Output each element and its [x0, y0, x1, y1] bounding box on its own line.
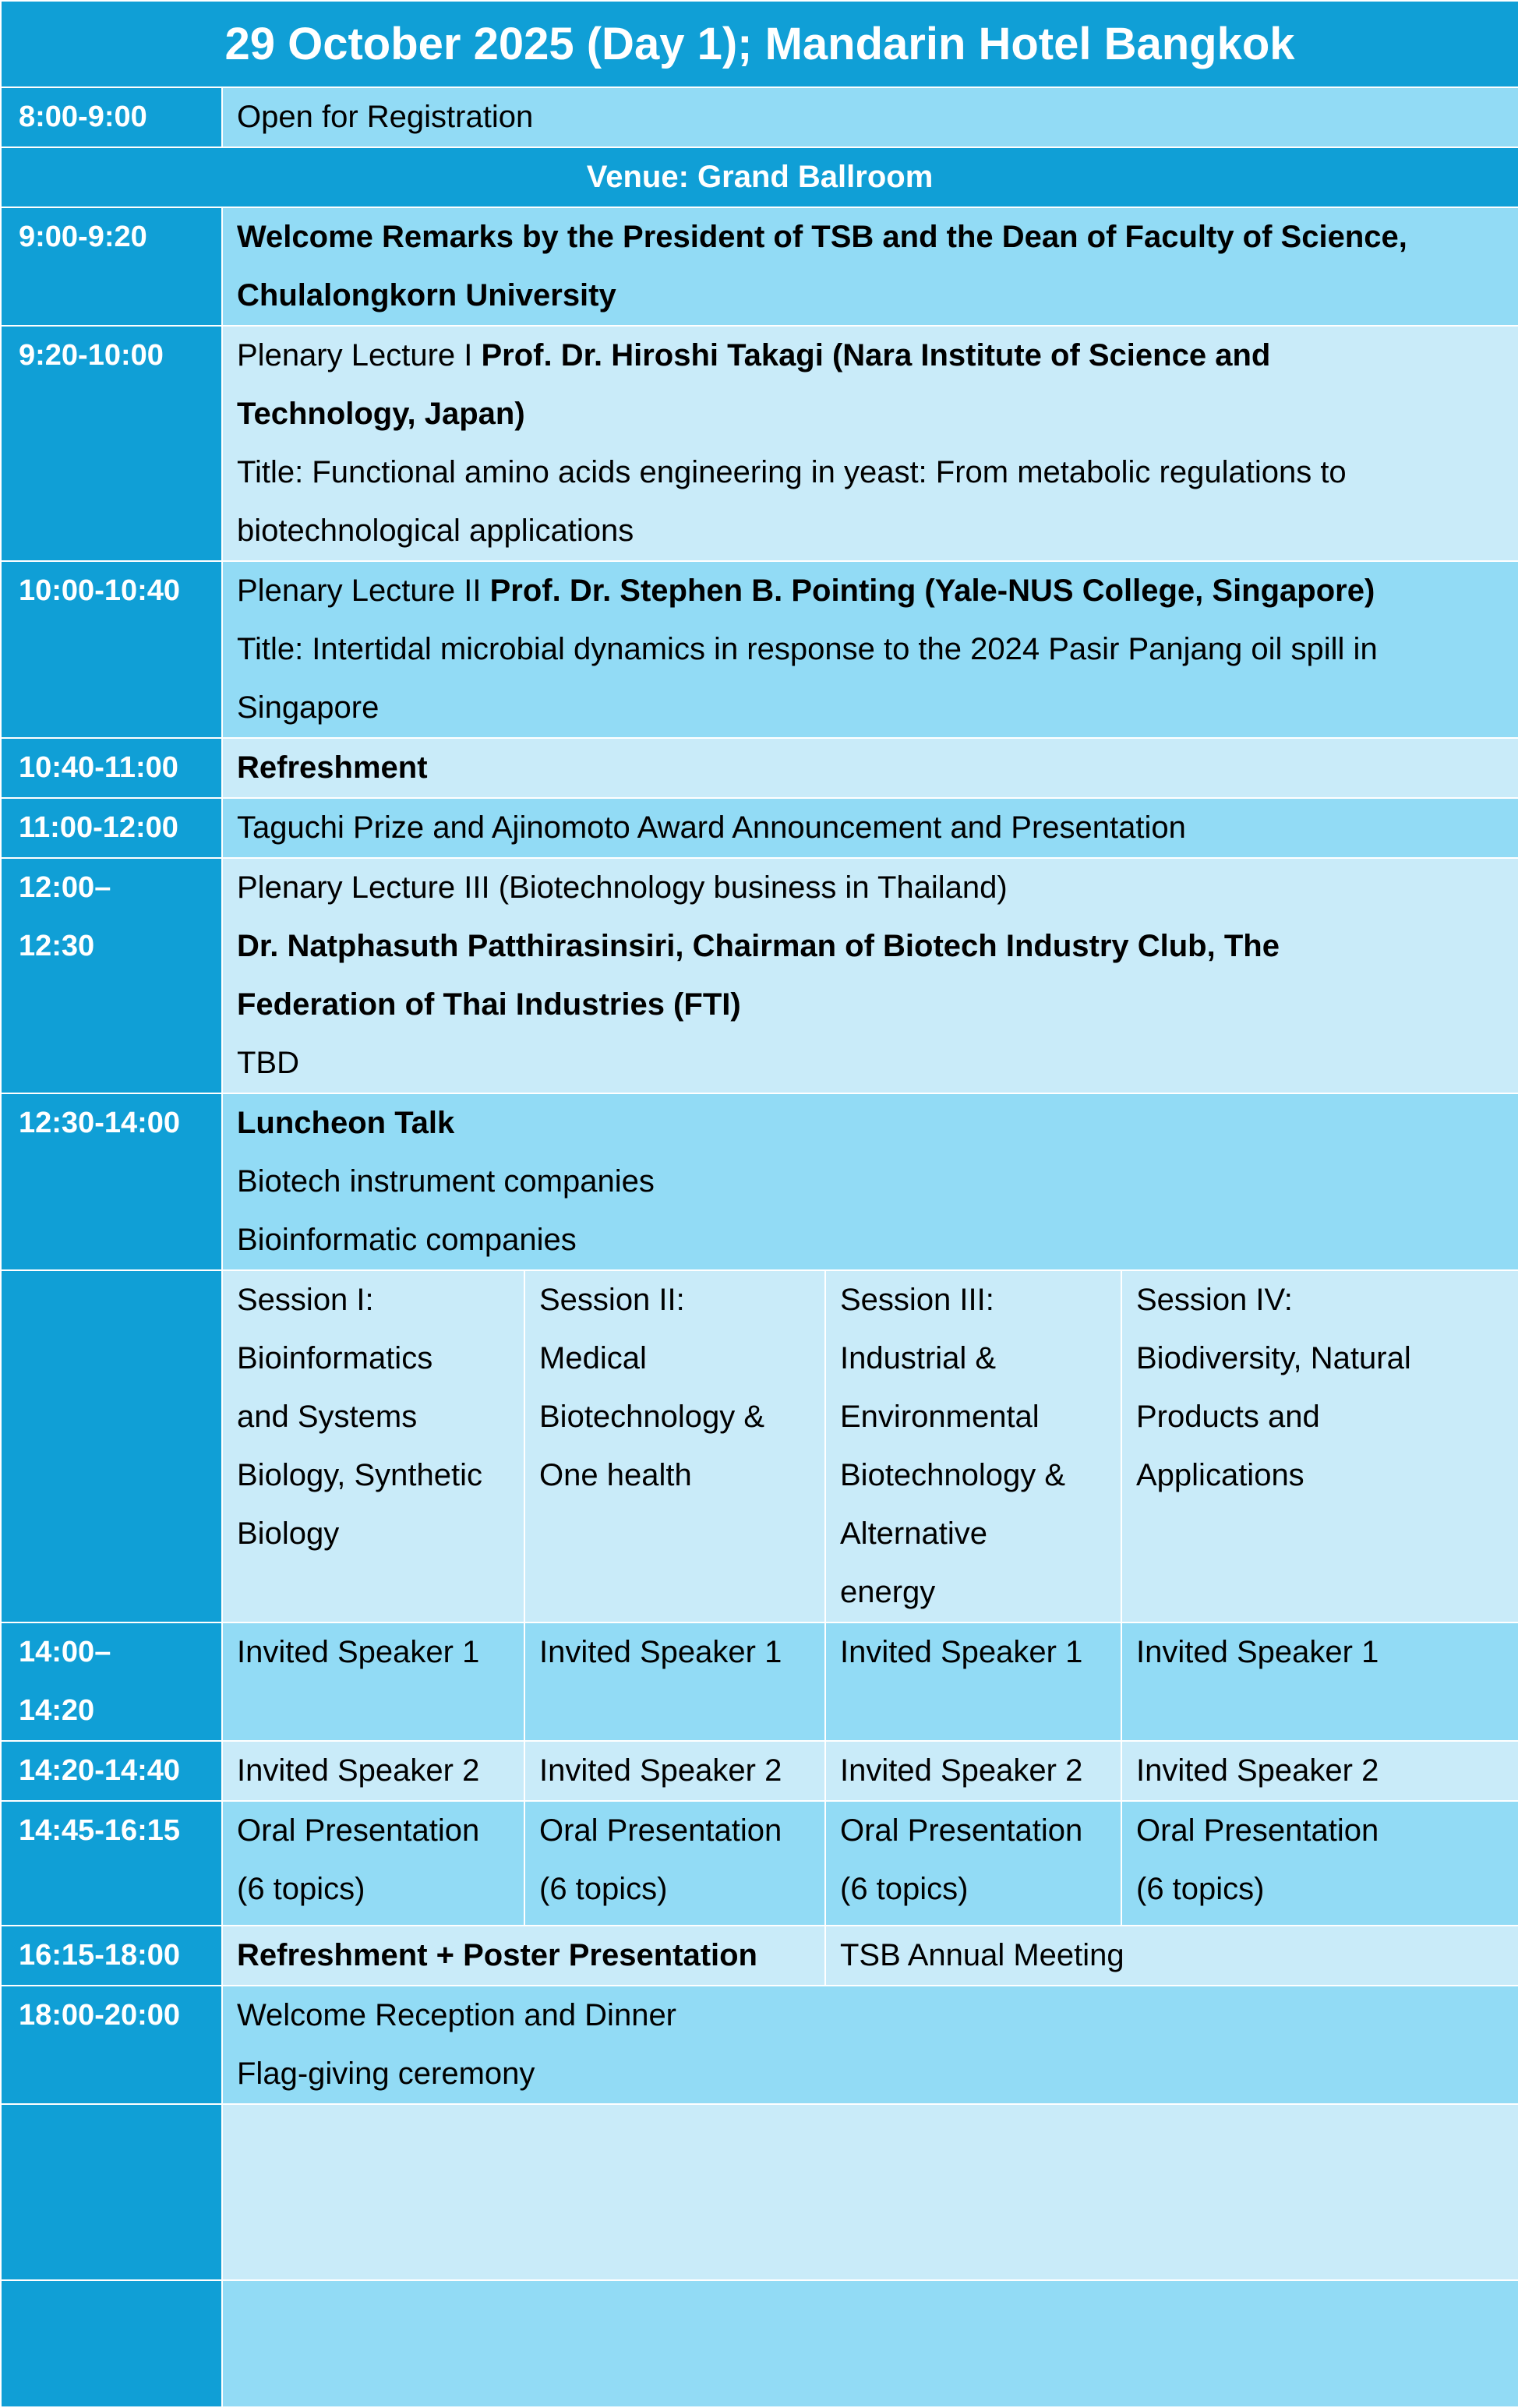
plenary-speaker-line [237, 562, 1504, 620]
plenary-speaker-line [237, 327, 1504, 385]
prize-cell: Taguchi Prize and Ajinomoto Award Announcement and Presentation [222, 798, 1518, 858]
plenary-title-line: TBD [237, 1046, 299, 1080]
luncheon-heading: Luncheon Talk [237, 1106, 455, 1140]
session-line: Session I: [237, 1283, 374, 1317]
dinner-cell [222, 1986, 1518, 2104]
empty-cell [222, 2104, 1518, 2280]
session-line: Products and [1136, 1400, 1320, 1434]
time-cell: 10:00-10:40 [1, 561, 222, 738]
time-cell [1, 858, 222, 1093]
oral-presentation-cell [524, 1801, 825, 1926]
session-line: energy [840, 1575, 936, 1609]
session-header-cell [825, 1270, 1121, 1622]
session-line: Biotechnology & [539, 1400, 765, 1434]
time-cell: 18:00-20:00 [1, 1986, 222, 2104]
venue-banner: Venue: Grand Ballroom [1, 147, 1518, 207]
time-cell [1, 1270, 222, 1622]
oral-line: Oral Presentation [237, 1813, 480, 1848]
time-cell: 16:15-18:00 [1, 1926, 222, 1986]
plenary-title-line: biotechnological applications [237, 514, 634, 548]
oral-line: Oral Presentation [1136, 1813, 1379, 1848]
time-line: 14:20 [19, 1694, 95, 1727]
session-header-cell [222, 1270, 524, 1622]
plenary-title-line: Title: Functional amino acids engineering in yeast: From metabolic regulations to [237, 455, 1347, 489]
welcome-remarks-cell [222, 207, 1518, 326]
welcome-line: Welcome Remarks by the President of TSB and the Dean of Faculty of Science, [237, 220, 1407, 254]
session-header-cell [1121, 1270, 1518, 1622]
time-line: 14:00– [19, 1636, 111, 1668]
plenary-title-line: Singapore [237, 690, 380, 725]
session-line: Industrial & [840, 1341, 997, 1375]
oral-line: (6 topics) [539, 1872, 668, 1906]
invited-speaker-cell: Invited Speaker 1 [825, 1622, 1121, 1741]
session-line: Biology, Synthetic [237, 1458, 482, 1492]
time-cell: 11:00-12:00 [1, 798, 222, 858]
time-line: 12:30 [19, 930, 95, 962]
oral-presentation-cell [1121, 1801, 1518, 1926]
invited-speaker-cell: Invited Speaker 2 [524, 1741, 825, 1801]
luncheon-line: Bioinformatic companies [237, 1223, 577, 1257]
time-cell: 9:20-10:00 [1, 326, 222, 561]
annual-meeting-cell: TSB Annual Meeting [825, 1926, 1518, 1986]
session-header-cell [524, 1270, 825, 1622]
oral-line: Oral Presentation [539, 1813, 782, 1848]
registration-cell: Open for Registration [222, 87, 1518, 147]
invited-speaker-cell: Invited Speaker 1 [222, 1622, 524, 1741]
oral-line: (6 topics) [840, 1872, 969, 1906]
plenary-lecture-3-cell [222, 858, 1518, 1093]
time-cell: 10:40-11:00 [1, 738, 222, 798]
invited-speaker-cell: Invited Speaker 2 [1121, 1741, 1518, 1801]
invited-speaker-cell: Invited Speaker 1 [1121, 1622, 1518, 1741]
session-line: Biology [237, 1516, 340, 1551]
page-title: 29 October 2025 (Day 1); Mandarin Hotel Bangkok [1, 1, 1518, 87]
time-cell [1, 2104, 222, 2280]
time-cell: 14:20-14:40 [1, 1741, 222, 1801]
plenary-speaker: Prof. Dr. Stephen B. Pointing (Yale-NUS College, Singapore) [489, 574, 1375, 608]
plenary-speaker: Prof. Dr. Hiroshi Takagi (Nara Institute of Science and [481, 338, 1271, 372]
session-line: Bioinformatics [237, 1341, 433, 1375]
time-cell: 9:00-9:20 [1, 207, 222, 326]
session-line: Applications [1136, 1458, 1304, 1492]
plenary-speaker-line: Dr. Natphasuth Patthirasinsiri, Chairman of Biotech Industry Club, The [237, 929, 1280, 963]
oral-line: Oral Presentation [840, 1813, 1083, 1848]
plenary-lecture-2-cell [222, 561, 1518, 738]
time-cell: 14:45-16:15 [1, 1801, 222, 1926]
oral-line: (6 topics) [1136, 1872, 1265, 1906]
plenary-speaker-line: Federation of Thai Industries (FTI) [237, 987, 741, 1022]
session-line: One health [539, 1458, 692, 1492]
plenary-prefix: Plenary Lecture II [237, 574, 490, 608]
time-cell [1, 1622, 222, 1741]
oral-line: (6 topics) [237, 1872, 365, 1906]
invited-speaker-cell: Invited Speaker 2 [825, 1741, 1121, 1801]
dinner-line: Welcome Reception and Dinner [237, 1998, 677, 2032]
time-line: 12:00– [19, 871, 111, 904]
luncheon-line: Biotech instrument companies [237, 1164, 655, 1199]
plenary-lecture-1-cell [222, 326, 1518, 561]
session-line: and Systems [237, 1400, 418, 1434]
plenary-prefix: Plenary Lecture I [237, 338, 482, 372]
plenary-title-line: Title: Intertidal microbial dynamics in response to the 2024 Pasir Panjang oil spill in [237, 632, 1378, 666]
session-line: Alternative [840, 1516, 987, 1551]
welcome-line: Chulalongkorn University [237, 278, 616, 312]
invited-speaker-cell: Invited Speaker 1 [524, 1622, 825, 1741]
oral-presentation-cell [222, 1801, 524, 1926]
session-line: Biodiversity, Natural [1136, 1341, 1411, 1375]
luncheon-cell [222, 1093, 1518, 1270]
dinner-line: Flag-giving ceremony [237, 2057, 535, 2091]
time-cell: 12:30-14:00 [1, 1093, 222, 1270]
refreshment-cell: Refreshment [222, 738, 1518, 798]
invited-speaker-cell: Invited Speaker 2 [222, 1741, 524, 1801]
session-line: Session II: [539, 1283, 685, 1317]
plenary-speaker-line: Technology, Japan) [237, 397, 525, 431]
poster-presentation-cell: Refreshment + Poster Presentation [222, 1926, 825, 1986]
session-line: Environmental [840, 1400, 1040, 1434]
oral-presentation-cell [825, 1801, 1121, 1926]
session-line: Medical [539, 1341, 647, 1375]
session-line: Session III: [840, 1283, 994, 1317]
session-line: Biotechnology & [840, 1458, 1066, 1492]
plenary-heading: Plenary Lecture III (Biotechnology business in Thailand) [237, 870, 1008, 905]
session-line: Session IV: [1136, 1283, 1293, 1317]
time-cell: 8:00-9:00 [1, 87, 222, 147]
